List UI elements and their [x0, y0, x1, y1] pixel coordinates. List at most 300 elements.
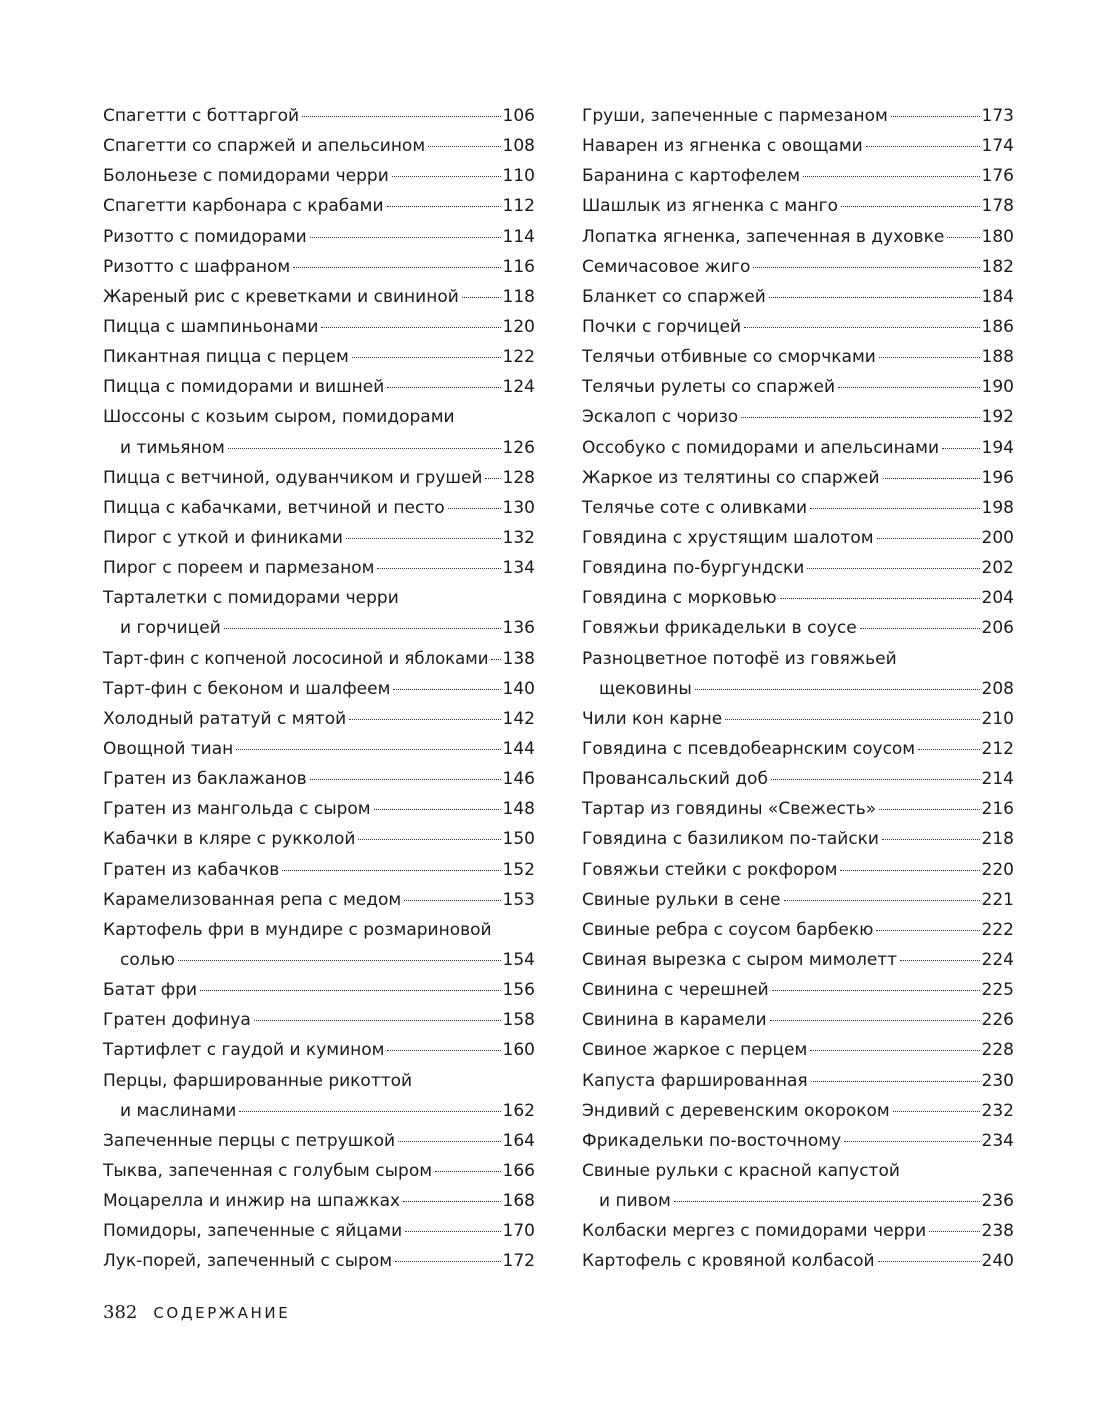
toc-entry-line — [582, 1035, 1014, 1065]
toc-entry-title-continuation: щековины — [599, 678, 692, 699]
toc-entry-page: 240 — [981, 1251, 1014, 1272]
toc-entry[interactable] — [103, 252, 535, 282]
toc-entry[interactable] — [103, 372, 535, 402]
toc-entry-page: 236 — [981, 1191, 1014, 1212]
toc-entry-page: 230 — [981, 1070, 1014, 1091]
toc-entry-page: 160 — [502, 1040, 535, 1061]
toc-entry-page: 206 — [981, 618, 1014, 639]
dot-leader — [398, 1141, 501, 1142]
toc-entry-line — [582, 1005, 1014, 1035]
toc-entry[interactable] — [582, 1066, 1014, 1096]
dot-leader — [695, 689, 980, 690]
toc-entry-line — [103, 433, 535, 463]
toc-entry[interactable] — [103, 1156, 535, 1186]
toc-entry[interactable] — [103, 191, 535, 221]
toc-entry-title: Говядина с хрустящим шалотом — [582, 527, 874, 548]
toc-entry-title: Спагетти с боттаргой — [103, 106, 300, 126]
dot-leader — [674, 1201, 980, 1202]
toc-entry-page: 114 — [502, 226, 535, 247]
dot-leader — [178, 960, 501, 961]
dot-leader — [942, 448, 980, 449]
toc-entry-page: 122 — [502, 347, 535, 368]
dot-leader — [239, 1111, 500, 1112]
toc-entry[interactable] — [582, 1156, 1014, 1216]
toc-entry[interactable] — [582, 644, 1014, 704]
toc-entry-page: 146 — [502, 769, 535, 790]
dot-leader — [741, 417, 979, 418]
toc-entry-title: Семичасовое жиго — [582, 256, 751, 277]
toc-entry-title: Пицца с ветчиной, одуванчиком и грушей — [103, 467, 483, 488]
toc-entry-page: 180 — [981, 226, 1014, 247]
toc-entry-title: Свинина в карамели — [582, 1010, 767, 1031]
toc-entry-title-continuation: и тимьяном — [120, 437, 225, 458]
toc-entry[interactable] — [582, 794, 1014, 824]
dot-leader — [780, 598, 980, 599]
dot-leader — [387, 206, 501, 207]
toc-entry-line — [582, 433, 1014, 463]
dot-leader — [811, 1081, 980, 1082]
dot-leader — [769, 297, 980, 298]
toc-entry-line — [582, 915, 1014, 945]
toc-entry[interactable] — [103, 855, 535, 885]
dot-leader — [485, 478, 500, 479]
dot-leader — [462, 297, 501, 298]
toc-entry-title: Спагетти карбонара с крабами — [103, 196, 384, 217]
toc-entry-page: 148 — [502, 799, 535, 820]
toc-entry-page: 120 — [502, 316, 535, 337]
toc-entry-line — [103, 523, 535, 553]
toc-entry[interactable] — [103, 824, 535, 854]
dot-leader — [807, 568, 979, 569]
dot-leader — [784, 900, 980, 901]
toc-entry-title: Телячьи отбивные со сморчками — [582, 347, 876, 368]
dot-leader — [844, 1141, 979, 1142]
toc-entry-title: Говядина с псевдобеарнским соусом — [582, 738, 916, 759]
toc-entry-line — [582, 493, 1014, 523]
toc-entry-page: 188 — [981, 347, 1014, 368]
toc-entry[interactable] — [103, 1005, 535, 1035]
toc-entry[interactable] — [582, 613, 1014, 643]
toc-entry[interactable] — [582, 734, 1014, 764]
toc-entry-page: 118 — [502, 286, 535, 307]
toc-entry-page: 138 — [502, 648, 535, 669]
toc-entry-page: 184 — [981, 286, 1014, 307]
toc-entry-page: 182 — [981, 256, 1014, 277]
dot-leader — [879, 357, 980, 358]
dot-leader — [947, 237, 979, 238]
toc-entry-line — [103, 1156, 535, 1186]
toc-entry-title: Эскалоп с чоризо — [582, 407, 739, 428]
toc-entry-line — [103, 282, 535, 312]
toc-entry-title-continuation: и пивом — [599, 1191, 671, 1212]
toc-entry-title: Тарт-фин с беконом и шалфеем — [103, 678, 391, 699]
toc-column-right — [582, 101, 1014, 1276]
toc-entry-line — [582, 101, 1014, 131]
toc-entry-title: Гратен дофинуа — [103, 1010, 251, 1031]
dot-leader — [744, 327, 980, 328]
toc-entry[interactable] — [582, 463, 1014, 493]
toc-entry[interactable] — [582, 704, 1014, 734]
toc-entry[interactable] — [582, 402, 1014, 432]
toc-entry-page: 132 — [502, 527, 535, 548]
toc-entry-page: 130 — [502, 497, 535, 518]
toc-entry[interactable] — [582, 915, 1014, 945]
toc-entry-page: 202 — [981, 558, 1014, 579]
dot-leader — [349, 719, 500, 720]
toc-entry-page: 218 — [981, 829, 1014, 850]
toc-entry[interactable] — [103, 1035, 535, 1065]
dot-leader — [866, 146, 980, 147]
toc-entry-title: Ризотто с помидорами — [103, 226, 307, 247]
toc-entry-title: Тарт-фин с копченой лососиной и яблоками — [103, 648, 489, 668]
toc-entry-line — [582, 463, 1014, 493]
toc-entry-line — [582, 1126, 1014, 1156]
toc-entry-title: Говяжьи стейки с рокфором — [582, 859, 838, 880]
dot-leader — [404, 900, 500, 901]
dot-leader — [236, 749, 500, 750]
dot-leader — [840, 870, 979, 871]
toc-entry[interactable] — [582, 1005, 1014, 1035]
toc-entry-title: Кабачки в кляре с рукколой — [103, 829, 356, 850]
dot-leader — [900, 960, 979, 961]
toc-entry[interactable] — [582, 433, 1014, 463]
toc-entry-line — [582, 1096, 1014, 1126]
dot-leader — [254, 1020, 501, 1021]
toc-entry-title: Баранина с картофелем — [582, 166, 801, 187]
toc-entry-title: Спагетти со спаржей и апельсином — [103, 136, 426, 157]
toc-entry-page: 134 — [502, 558, 535, 579]
toc-entry-page: 198 — [981, 497, 1014, 518]
toc-entry-page: 136 — [502, 618, 535, 639]
dot-leader — [302, 116, 500, 117]
toc-entry[interactable] — [103, 915, 535, 975]
toc-entry-line — [582, 342, 1014, 372]
toc-entry-title-continuation: солью — [120, 949, 175, 970]
toc-entry-line — [582, 764, 1014, 794]
toc-entry[interactable] — [582, 282, 1014, 312]
toc-entry-page: 154 — [502, 949, 535, 970]
dot-leader — [321, 327, 500, 328]
toc-entry-title: Тартифлет с гаудой и кумином — [103, 1040, 385, 1061]
toc-entry[interactable] — [103, 975, 535, 1005]
toc-entry-line — [582, 1066, 1014, 1096]
dot-leader — [810, 1050, 979, 1051]
toc-entry-title: Пикантная пицца с перцем — [103, 347, 349, 368]
toc-entry-line — [103, 704, 535, 734]
dot-leader — [725, 719, 979, 720]
toc-entry-page: 124 — [502, 377, 535, 398]
toc-entry-title: Свиные ребра с соусом барбекю — [582, 919, 874, 940]
toc-entry-line — [582, 824, 1014, 854]
toc-entry-title: Гратен из кабачков — [103, 859, 280, 880]
toc-entry[interactable] — [103, 523, 535, 553]
toc-entry[interactable] — [582, 222, 1014, 252]
toc-entry[interactable] — [582, 1126, 1014, 1156]
dot-leader — [876, 930, 979, 931]
toc-entry[interactable] — [582, 493, 1014, 523]
toc-entry[interactable] — [103, 161, 535, 191]
toc-entry-line — [103, 734, 535, 764]
toc-entry-title: Помидоры, запеченные с яйцами — [103, 1221, 403, 1242]
toc-entry-title: Тартар из говядины «Свежесть» — [582, 799, 877, 820]
toc-entry-page: 168 — [502, 1191, 535, 1212]
toc-entry[interactable] — [103, 463, 535, 493]
dot-leader — [491, 659, 500, 660]
toc-entry-page: 162 — [502, 1100, 535, 1121]
toc-entry[interactable] — [582, 1096, 1014, 1126]
toc-entry[interactable] — [103, 1186, 535, 1216]
toc-entry-line — [582, 252, 1014, 282]
toc-entry[interactable] — [582, 824, 1014, 854]
toc-entry[interactable] — [582, 523, 1014, 553]
toc-entry-page: 174 — [981, 136, 1014, 157]
toc-entry-line — [103, 674, 535, 704]
toc-entry[interactable] — [103, 1126, 535, 1156]
dot-leader — [772, 990, 980, 991]
toc-entry-title: Пирог с пореем и пармезаном — [103, 558, 375, 579]
toc-entry-page: 216 — [981, 799, 1014, 820]
toc-entry-line — [103, 794, 535, 824]
toc-entry[interactable] — [582, 252, 1014, 282]
toc-entry[interactable] — [582, 764, 1014, 794]
toc-entry-title: Фрикадельки по-восточному — [582, 1130, 842, 1151]
dot-leader — [428, 146, 500, 147]
toc-entry-line — [103, 191, 535, 221]
dot-leader — [352, 357, 501, 358]
toc-entry[interactable] — [582, 161, 1014, 191]
toc-entry-title: Холодный рататуй с мятой — [103, 708, 347, 729]
toc-entry[interactable] — [582, 945, 1014, 975]
dot-leader — [387, 387, 500, 388]
toc-entry-title: Пицца с помидорами и вишней — [103, 377, 385, 398]
toc-entry[interactable] — [582, 191, 1014, 221]
toc-entry-title: Капуста фаршированная — [582, 1070, 808, 1091]
toc-entry-title: Моцарелла и инжир на шпажках — [103, 1191, 401, 1212]
toc-entry-title: Гратен из баклажанов — [103, 769, 307, 790]
dot-leader — [387, 1050, 500, 1051]
toc-entry-line — [103, 342, 535, 372]
toc-entry-title: Говяжьи фрикадельки в соусе — [582, 618, 857, 639]
toc-entry-title: Батат фри — [103, 980, 198, 1001]
toc-entry-title: Эндивий с деревенским окороком — [582, 1100, 890, 1121]
toc-entry-line — [103, 1066, 535, 1096]
toc-entry-line — [103, 945, 535, 975]
toc-entry-title: Пицца с кабачками, ветчиной и песто — [103, 497, 445, 518]
toc-entry-line — [103, 855, 535, 885]
toc-entry-line — [582, 1216, 1014, 1246]
toc-entry-page: 178 — [981, 196, 1014, 217]
toc-entry-title: Оссобуко с помидорами и апельсинами — [582, 437, 939, 458]
toc-entry[interactable] — [582, 372, 1014, 402]
dot-leader — [838, 387, 980, 388]
dot-leader — [346, 538, 501, 539]
dot-leader — [435, 1171, 500, 1172]
toc-entry[interactable] — [582, 101, 1014, 131]
toc-entry-line — [582, 222, 1014, 252]
toc-entry[interactable] — [582, 553, 1014, 583]
toc-entry-line — [103, 553, 535, 583]
toc-entry-line — [582, 131, 1014, 161]
toc-entry-title: Почки с горчицей — [582, 316, 741, 337]
toc-entry-line — [582, 945, 1014, 975]
toc-entry[interactable] — [582, 342, 1014, 372]
toc-entry-title: Телячьи рулеты со спаржей — [582, 377, 835, 398]
toc-entry-title: Гратен из мангольда с сыром — [103, 799, 371, 820]
toc-entry-line — [103, 975, 535, 1005]
toc-entry-page: 158 — [502, 1010, 535, 1031]
toc-entry[interactable] — [103, 282, 535, 312]
toc-entry-page: 128 — [502, 467, 535, 488]
toc-entry-title: Пирог с уткой и финиками — [103, 527, 343, 548]
toc-entry-title: Наварен из ягненка с овощами — [582, 136, 863, 157]
toc-entry[interactable] — [103, 402, 535, 462]
toc-entry-page: 228 — [981, 1040, 1014, 1061]
toc-entry-page: 110 — [502, 166, 535, 187]
toc-entry-line — [582, 855, 1014, 885]
toc-entry[interactable] — [582, 1246, 1014, 1276]
dot-leader — [929, 1231, 979, 1232]
toc-entry-page: 140 — [502, 678, 535, 699]
toc-entry[interactable] — [582, 583, 1014, 613]
toc-entry[interactable] — [103, 674, 535, 704]
toc-entry[interactable] — [103, 342, 535, 372]
toc-entry[interactable] — [103, 101, 535, 131]
toc-entry[interactable] — [582, 885, 1014, 915]
toc-entry-title: Провансальский доб — [582, 769, 768, 790]
toc-entry-page: 164 — [502, 1130, 535, 1151]
toc-entry[interactable] — [103, 131, 535, 161]
toc-entry-page: 144 — [502, 738, 535, 759]
toc-entry-page: 186 — [981, 316, 1014, 337]
toc-entry-line — [582, 674, 1014, 704]
toc-entry-line — [103, 161, 535, 191]
page-number: 382 — [103, 1302, 138, 1323]
toc-entry[interactable] — [582, 975, 1014, 1005]
dot-leader — [918, 749, 979, 750]
toc-entry[interactable] — [103, 734, 535, 764]
toc-entry[interactable] — [103, 1066, 535, 1126]
toc-entry[interactable] — [582, 131, 1014, 161]
toc-entry-line — [582, 1156, 1014, 1186]
dot-leader — [841, 206, 980, 207]
toc-entry[interactable] — [103, 493, 535, 523]
toc-entry-page: 196 — [981, 467, 1014, 488]
toc-entry-line — [582, 704, 1014, 734]
dot-leader — [395, 1261, 501, 1262]
toc-entry-page: 156 — [502, 980, 535, 1001]
dot-leader — [377, 568, 500, 569]
dot-leader — [882, 839, 980, 840]
toc-entry-line — [582, 734, 1014, 764]
dot-leader — [877, 538, 980, 539]
toc-entry-page: 214 — [981, 769, 1014, 790]
toc-entry[interactable] — [582, 312, 1014, 342]
toc-entry-page: 173 — [981, 106, 1014, 126]
toc-entry-title: Болоньезе с помидорами черри — [103, 166, 389, 187]
dot-leader — [358, 839, 500, 840]
toc-entry-title: Лопатка ягненка, запеченная в духовке — [582, 226, 945, 247]
toc-entry-page: 200 — [981, 527, 1014, 548]
toc-entry-title: Свиное жаркое с перцем — [582, 1040, 808, 1061]
toc-entry-line — [582, 523, 1014, 553]
toc-entry-title: Шоссоны с козьим сыром, помидорами — [103, 407, 455, 428]
toc-entry-title: Свинина с черешней — [582, 980, 769, 1001]
dot-leader — [293, 267, 500, 268]
toc-entry-page: 222 — [981, 919, 1014, 940]
toc-entry-title: Лук-порей, запеченный с сыром — [103, 1251, 393, 1272]
toc-entry[interactable] — [582, 1216, 1014, 1246]
toc-entry[interactable] — [103, 704, 535, 734]
toc-entry-title: Говядина с морковью — [582, 588, 777, 609]
toc-entry-page: 192 — [981, 407, 1014, 428]
toc-entry-title: Овощной тиан — [103, 738, 234, 759]
toc-entry-line — [103, 101, 535, 131]
toc-entry-page: 208 — [981, 678, 1014, 699]
toc-entry[interactable] — [103, 553, 535, 583]
toc-entry[interactable] — [582, 1035, 1014, 1065]
toc-entry-title: Запеченные перцы с петрушкой — [103, 1130, 396, 1151]
toc-entry-page: 112 — [502, 196, 535, 217]
toc-entry-title: Свиные рульки с красной капустой — [582, 1160, 900, 1181]
toc-entry[interactable] — [582, 855, 1014, 885]
toc-entry[interactable] — [103, 1216, 535, 1246]
toc-entry[interactable] — [103, 794, 535, 824]
dot-leader — [224, 628, 501, 629]
toc-entry-title: Бланкет со спаржей — [582, 286, 766, 307]
dot-leader — [393, 689, 500, 690]
dot-leader — [282, 870, 500, 871]
dot-leader — [803, 176, 979, 177]
dot-leader — [310, 237, 501, 238]
section-title: СОДЕРЖАНИЕ — [153, 1304, 291, 1322]
toc-entry-page: 170 — [502, 1221, 535, 1242]
toc-entry[interactable] — [103, 885, 535, 915]
toc-entry-page: 234 — [981, 1130, 1014, 1151]
toc-entry-page: 194 — [981, 437, 1014, 458]
toc-entry-page: 106 — [502, 106, 535, 126]
toc-entry-line — [103, 764, 535, 794]
toc-entry-title: Жаркое из телятины со спаржей — [582, 467, 880, 488]
toc-entry[interactable] — [103, 764, 535, 794]
dot-leader — [878, 1261, 980, 1262]
toc-entry-page: 232 — [981, 1100, 1014, 1121]
toc-entry-line — [103, 402, 535, 432]
toc-entry-line — [103, 463, 535, 493]
toc-entry-title: Шашлык из ягненка с манго — [582, 196, 838, 217]
toc-entry[interactable] — [103, 583, 535, 643]
toc-entry-page: 172 — [502, 1251, 535, 1272]
toc-entry-line — [103, 222, 535, 252]
toc-entry-line — [582, 402, 1014, 432]
dot-leader — [405, 1231, 500, 1232]
toc-entry[interactable] — [103, 644, 535, 674]
toc-entry-line — [582, 583, 1014, 613]
toc-entry[interactable] — [103, 312, 535, 342]
toc-entry-page: 238 — [981, 1221, 1014, 1242]
toc-entry-title: Тарталетки с помидорами черри — [103, 588, 399, 609]
toc-entry[interactable] — [103, 1246, 535, 1276]
toc-entry[interactable] — [103, 222, 535, 252]
toc-entry-page: 224 — [981, 949, 1014, 970]
toc-entry-line — [582, 794, 1014, 824]
toc-entry-line — [103, 252, 535, 282]
toc-entry-page: 226 — [981, 1010, 1014, 1031]
dot-leader — [893, 1111, 980, 1112]
toc-entry-title: Пицца с шампиньонами — [103, 316, 319, 337]
toc-entry-line — [103, 1096, 535, 1126]
dot-leader — [403, 1201, 500, 1202]
toc-entry-line — [582, 644, 1014, 674]
